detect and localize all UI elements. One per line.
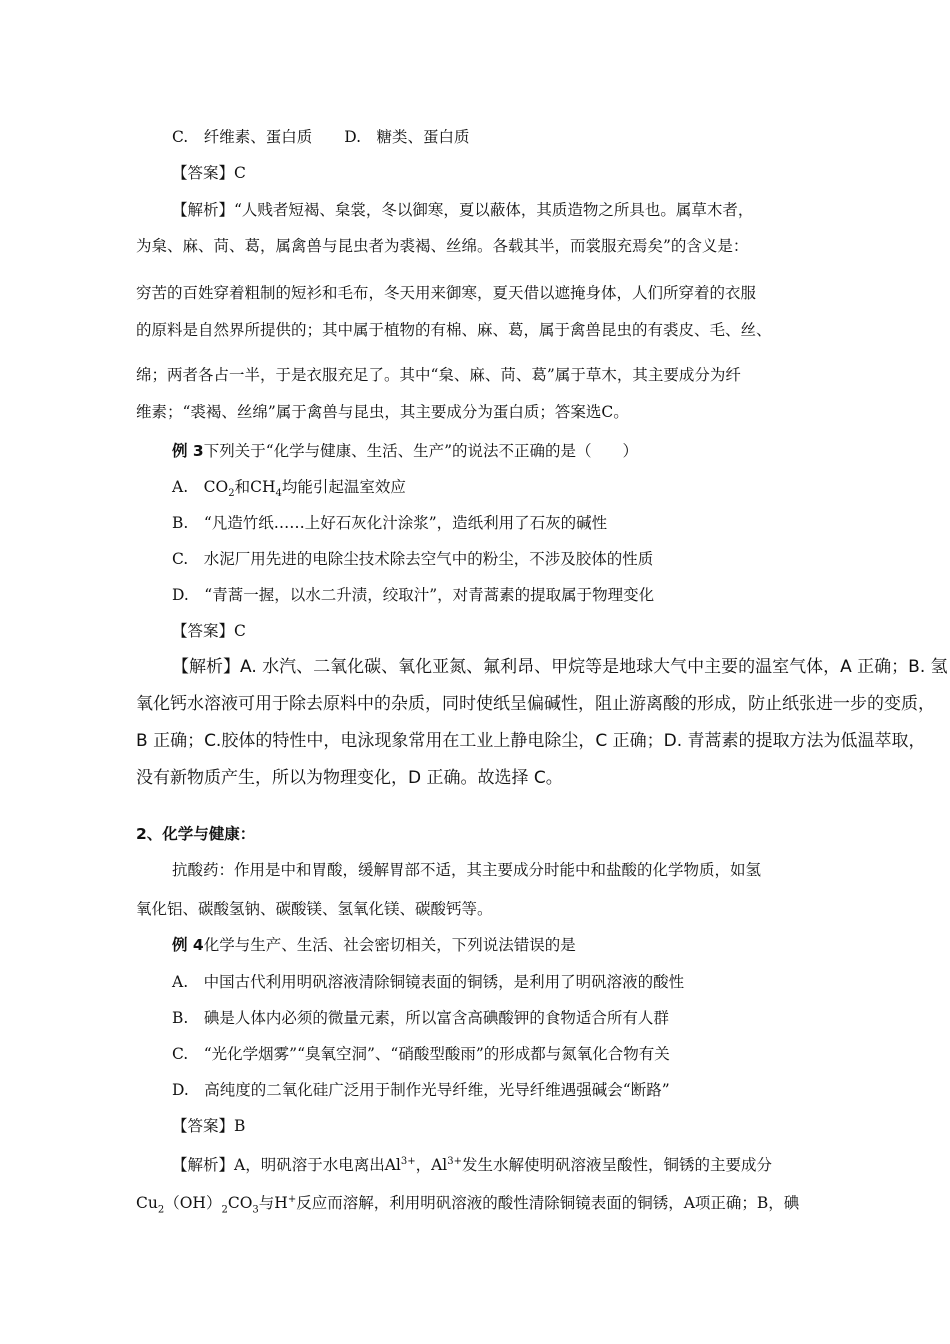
answer-line: 【答案】C xyxy=(172,164,246,182)
analysis-line-3: 穷苦的百姓穿着粗制的短衫和毛布，冬天用来御寒，夏天借以遮掩身体，人们所穿着的衣服 xyxy=(136,284,757,302)
example-4-option-c: C. “光化学烟雾”“臭氧空洞”、“硝酸型酸雨”的形成都与氮氧化合物有关 xyxy=(172,1045,670,1063)
example-4-option-a: A. 中国古代利用明矾溶液清除铜镜表面的铜锈，是利用了明矾溶液的酸性 xyxy=(172,973,685,991)
example-3-analysis-2: 氧化钙水溶液可用于除去原料中的杂质，同时使纸呈偏碱性，阻止游离酸的形成，防止纸张进一步的变质， xyxy=(136,694,935,714)
analysis-sup-1: 3+ xyxy=(400,1156,416,1167)
example-4-text: 化学与生产、生活、社会密切相关，下列说法错误的是 xyxy=(203,936,576,954)
formula-oh: （OH） xyxy=(164,1194,222,1213)
formula-h: 与H xyxy=(258,1194,288,1213)
example-3-option-c: C. 水泥厂用先进的电除尘技术除去空气中的粉尘，不涉及胶体的性质 xyxy=(172,550,654,568)
section-heading: 2、化学与健康： xyxy=(136,825,256,843)
analysis-line-2: 为枲、麻、苘、葛，属禽兽与昆虫者为裘褐、丝绵。各载其半，而裳服充焉矣”的含义是： xyxy=(136,237,749,255)
analysis-line-6: 维素；“裘褐、丝绵”属于禽兽与昆虫，其主要成分为蛋白质；答案选C。 xyxy=(136,403,629,421)
example-3-question xyxy=(172,441,638,461)
analysis-line-4: 的原料是自然界所提供的；其中属于植物的有棉、麻、葛，属于禽兽昆虫的有裘皮、毛、丝、 xyxy=(136,321,772,339)
example-3-option-a xyxy=(172,477,406,504)
example-3-analysis-3: B 正确；C.胶体的特性中，电泳现象常用在工业上静电除尘，C 正确；D. 青蒿素的提取方法为低温萃取， xyxy=(136,731,926,751)
example-4-option-b: B. 碘是人体内必须的微量元素，所以富含高碘酸钾的食物适合所有人群 xyxy=(172,1009,669,1027)
formula-sup: + xyxy=(287,1194,297,1205)
example-4-label: 例 4 xyxy=(172,936,204,954)
analysis-text-3: 发生水解使明矾溶液呈酸性，铜锈的主要成分 xyxy=(462,1156,773,1175)
analysis-text-4: 反应而溶解，利用明矾溶液的酸性清除铜镜表面的铜锈，A项正确；B，碘 xyxy=(296,1194,800,1213)
example-4-answer: 【答案】B xyxy=(172,1117,246,1135)
example-3-text: 下列关于“化学与健康、生活、生产”的说法不正确的是（ ） xyxy=(203,442,639,460)
option-d: D. 糖类、蛋白质 xyxy=(344,128,470,146)
example-3-answer: 【答案】C xyxy=(172,622,246,640)
option-a-sub-1: 2 xyxy=(228,488,235,500)
option-a-text-2: 和CH xyxy=(234,478,276,496)
formula-sub-3: 3 xyxy=(252,1204,259,1216)
antacid-line-2: 氧化铝、碳酸氢钠、碳酸镁、氢氧化镁、碳酸钙等。 xyxy=(136,900,493,918)
analysis-sup-2: 3+ xyxy=(447,1156,463,1167)
analysis-text-1: 【解析】A，明矾溶于水电离出Al xyxy=(172,1156,401,1175)
example-3-analysis-1: 【解析】A. 水汽、二氧化碳、氧化亚氮、氟利昂、甲烷等是地球大气中主要的温室气体，A 正确；B. 氢 xyxy=(172,657,948,677)
option-a-sub-2: 4 xyxy=(275,488,282,500)
example-4-question xyxy=(172,935,576,955)
formula-co: CO xyxy=(227,1194,253,1213)
example-4-analysis-2 xyxy=(136,1190,799,1220)
option-a-text-1: A. CO xyxy=(172,478,229,496)
option-c-d-line xyxy=(172,127,470,147)
example-4-option-d: D. 高纯度的二氧化硅广泛用于制作光导纤维，光导纤维遇强碱会“断路” xyxy=(172,1081,670,1099)
analysis-text-2: ，Al xyxy=(415,1156,448,1175)
option-c: C. 纤维素、蛋白质 xyxy=(172,128,313,146)
antacid-line-1: 抗酸药：作用是中和胃酸，缓解胃部不适，其主要成分时能中和盐酸的化学物质，如氢 xyxy=(172,861,762,879)
example-3-analysis-4: 没有新物质产生，所以为物理变化，D 正确。故选择 C。 xyxy=(136,768,563,788)
analysis-line-5: 绵；两者各占一半，于是衣服充足了。其中“枲、麻、苘、葛”属于草木，其主要成分为纤 xyxy=(136,366,741,384)
formula-cu: Cu xyxy=(136,1194,158,1213)
example-3-label: 例 3 xyxy=(172,442,204,460)
example-3-option-b: B. “凡造竹纸……上好石灰化汁涂浆”，造纸利用了石灰的碱性 xyxy=(172,514,608,532)
example-3-option-d: D. “青蒿一握，以水二升渍，绞取汁”，对青蒿素的提取属于物理变化 xyxy=(172,586,655,604)
example-4-analysis-1 xyxy=(172,1152,772,1175)
formula-sub-1: 2 xyxy=(157,1204,165,1216)
analysis-line-1: 【解析】“人贱者短褐、枲裳，冬以御寒，夏以蔽体，其质造物之所具也。属草木者， xyxy=(172,201,754,219)
option-a-text-3: 均能引起温室效应 xyxy=(281,478,406,496)
formula-sub-2: 2 xyxy=(221,1204,228,1216)
